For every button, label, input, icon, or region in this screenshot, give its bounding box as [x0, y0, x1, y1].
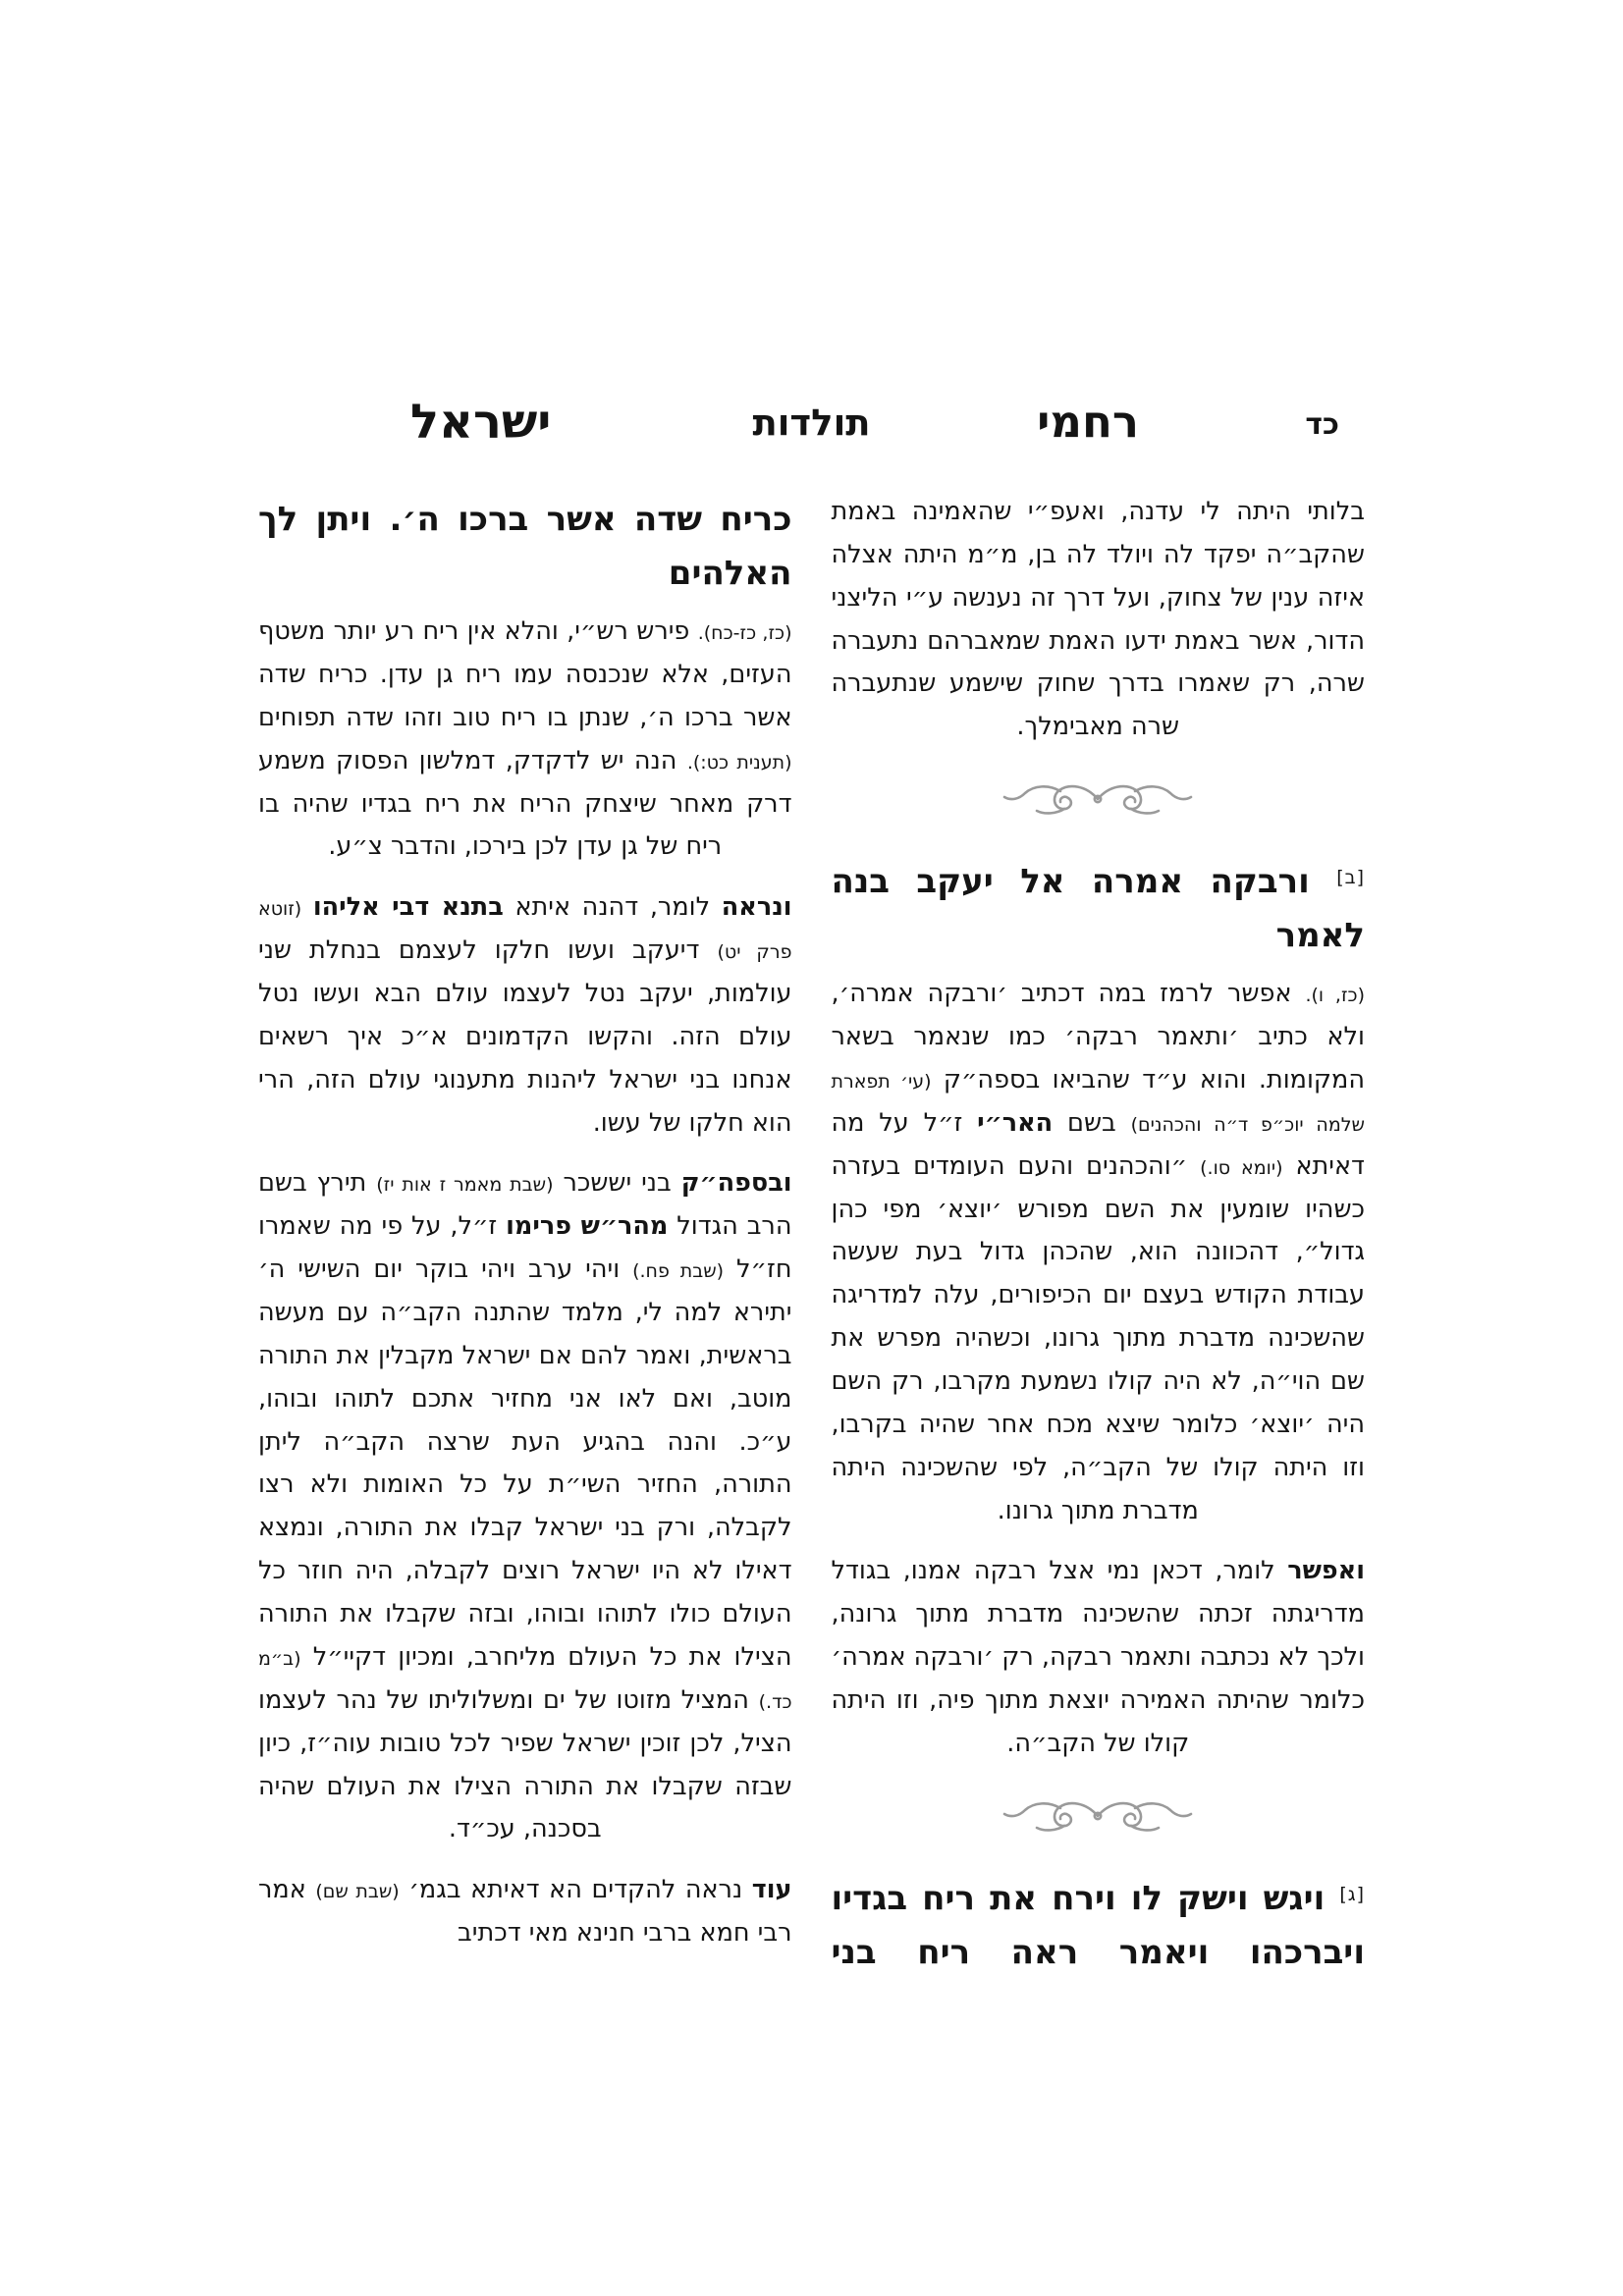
text-run: ויהי ערב ויהי בוקר יום השישי ה׳ יתירא למה לי, מלמד שהתנה הקב״ה עם מעשה בראשית, ואמר להם אם ישראל מקבלין את התורה מוטב, ואם לאו אני מחזיר אתכם לתוהו ובוהו, ע״כ. והנה בהגיע העת שרצה הקב״ה ליתן התורה, החזיר השי״ת על כל האומות ולא רצו לקבלה, ורק בני ישראל קבלו את התורה, ונמצא דאילו לא היו ישראל רוצים לקבלה, היה חוזר כל העולם כולו לתוהו ובוהו, ובזה שקבלו את התורה הצילו את כל העולם מליחרב, ומכיון דקיי״ל: [258, 1255, 792, 1672]
text-run: לומר, דהנה איתא: [503, 892, 722, 923]
paragraph-block: [258, 1869, 792, 1955]
source-ref: (שבת שם): [315, 1881, 400, 1903]
column-right: [832, 491, 1366, 1990]
source-ref: (כז, ו).: [1305, 985, 1366, 1007]
source-ref: (יומא סו.): [1200, 1156, 1283, 1179]
paragraph-block: [258, 1162, 792, 1851]
bold-text-run: ואפשר: [1287, 1556, 1365, 1586]
dibbur-line: [832, 1872, 1366, 1980]
text-run: ז״ל, על פי מה שאמרו חז״ל: [258, 1211, 792, 1285]
parsha-name: תולדות: [752, 401, 871, 444]
text-run: אפשר לרמז במה דכתיב ׳ורבקה אמרה׳, ולא כתיב ׳ותאמר רבקה׳ כמו שנאמר בשאר המקומות. והוא ע״ד שהביאו בספה״ק: [831, 979, 1365, 1095]
text-run: לומר, דכאן נמי אצל רבקה אמנו, בגודל מדריגתה זכתה שהשכינה מדברת מתוך גרונה, ולכך לא נכתבה ותאמר רבקה, רק ׳ורבקה אמרה׳ כלומר שהיתה האמירה יוצאת מתוך פיה, וזו היתה קולו של הקב״ה.: [831, 1556, 1365, 1758]
bold-text-run: עוד: [751, 1875, 792, 1905]
section-marker: [ב]: [1336, 867, 1365, 889]
paragraph-block: [832, 1550, 1366, 1765]
text-run: תירץ בשם הרב הגדול: [258, 1168, 792, 1242]
text-run: ז״ל על מה דאיתא: [831, 1107, 1365, 1181]
text-run: בני יששכר: [553, 1168, 681, 1199]
source-ref: (זוטא פרק יט): [258, 898, 792, 964]
paragraph: [832, 491, 1366, 749]
text-run: ״והכהנים והעם העומדים בעזרה כשהיו שומעין את השם מפורש ׳יוצא׳ מפי כהן גדול״, דהכוונה הוא, שהכהן גדול בעת שעשה עבודת הקודש בעצם יום הכיפורים, עלה למדריגה שהשכינה מדברת מתוך גרונו, וכשהיה מפרש את שם הוי״ה, לא היה קולו נשמעת מקרבו, רק השם היה ׳יוצא׳ כלומר שיצא מכח אחר שהיה בקרבו, וזו היתה קולו של הקב״ה, לפי שהשכינה היתה מדברת מתוך גרונו.: [831, 1150, 1365, 1525]
bold-text-run: האר״י: [977, 1107, 1054, 1138]
paragraph: [258, 611, 792, 869]
text-run: אמר רבי חמא ברבי חנינא מאי דכתיב: [258, 1875, 792, 1949]
text-run: בלותי היתה לי עדנה, ואעפ״י שהאמינה באמת שהקב״ה יפקד לה ויולד לה בן, מ״מ היתה אצלה איזה ענין של צחוק, ועל דרך זה נענשה ע״י הליצני הדור, אשר באמת ידעו האמת שמאברהם נתעברה שרה, רק שאמרו בדרך שחוק שישמע שנתעברה שרה מאבימלך.: [831, 497, 1365, 742]
commentary-entry: [832, 855, 1366, 1532]
dibbur-line: [258, 493, 792, 601]
two-column-text: [258, 491, 1365, 1990]
ornament-divider: [832, 776, 1366, 822]
source-ref: (כז, כז-כח).: [697, 622, 792, 645]
source-ref: (שבת פח.): [632, 1260, 725, 1283]
dibbur-hamatchil: ורבקה אמרה אל יעקב בנה לאמר: [831, 862, 1365, 956]
paragraph-block: [258, 886, 792, 1145]
bold-text-run: ונראה: [721, 892, 792, 923]
bold-text-run: מהר״ש פרימו: [506, 1211, 669, 1242]
paragraph: [832, 1550, 1366, 1765]
folio-number: כד: [1305, 407, 1339, 442]
paragraph: [258, 1869, 792, 1955]
commentary-entry: [258, 493, 792, 869]
book-title-word-left: ישראל: [410, 395, 552, 450]
text-run: דיעקב ועשו חלקו לעצמם בנחלת שני עולמות, יעקב נטל לעצמו עולם הבא ועשו נטל עולם הזה. והקשו הקדמונים א״כ איך רשאים אנחנו בני ישראל ליהנות מתענוגי עולם הזה, הרי הוא חלקו של עשו.: [258, 935, 792, 1138]
text-run: המציל מזוטו של ים ומשלוליתו של נהר לעצמו הציל, לכן זוכין ישראל שפיר לכל טובות עוה״ז, כיון שבזה שקבלו את התורה הצילו את העולם שהיה בסכנה, עכ״ד.: [258, 1684, 792, 1844]
bold-text-run: ובספה״ק: [680, 1168, 792, 1199]
text-run: הנה יש לדקדק, דמלשון הפסוק משמע דרק מאחר שיצחק הריח את ריח בגדיו שהיה בו ריח של גן עדן לכן בירכו, והדבר צ״ע.: [258, 745, 792, 862]
bold-text-run: בתנא דבי אליהו: [312, 892, 504, 923]
source-ref: (תענית כט:).: [686, 751, 792, 774]
book-title-word-right: רחמי: [1037, 396, 1139, 448]
dibbur-line: [832, 855, 1366, 963]
paragraph-block: [832, 491, 1366, 749]
page-content: [258, 365, 1365, 1990]
page-header: [258, 365, 1365, 450]
paragraph: [258, 886, 792, 1145]
source-ref: (עי׳ תפארת שלמה יוכ״פ ד״ה והכהנים): [831, 1071, 1365, 1136]
commentary-entry: [832, 1872, 1366, 1980]
paragraph: [832, 973, 1366, 1532]
text-run: פירש רש״י, והלא אין ריח רע יותר משטף העזים, אלא שנכנסה עמו ריח גן עדן. כריח שדה אשר ברכו ה׳, שנתן בו ריח טוב וזהו שדה תפוחים: [258, 616, 792, 732]
dibbur-hamatchil: כריח שדה אשר ברכו ה׳. ויתן לך האלהים: [258, 500, 792, 594]
dibbur-hamatchil: ויגש וישק לו וירח את ריח בגדיו ויברכהו ויאמר ראה ריח בני: [831, 1878, 1365, 1972]
section-marker: [ג]: [1339, 1883, 1365, 1905]
paragraph: [258, 1162, 792, 1851]
text-run: [301, 892, 313, 922]
text-run: נראה להקדים הא דאיתא בגמ׳: [399, 1875, 752, 1905]
flourish-icon: [1000, 776, 1196, 822]
column-left: [258, 491, 792, 1990]
ornament-divider: [832, 1793, 1366, 1839]
source-ref: (ב״מ כד.): [258, 1647, 792, 1713]
text-run: בשם: [1053, 1107, 1131, 1138]
source-ref: (שבת מאמר ז אות יז): [376, 1174, 554, 1197]
flourish-icon: [1000, 1793, 1196, 1839]
